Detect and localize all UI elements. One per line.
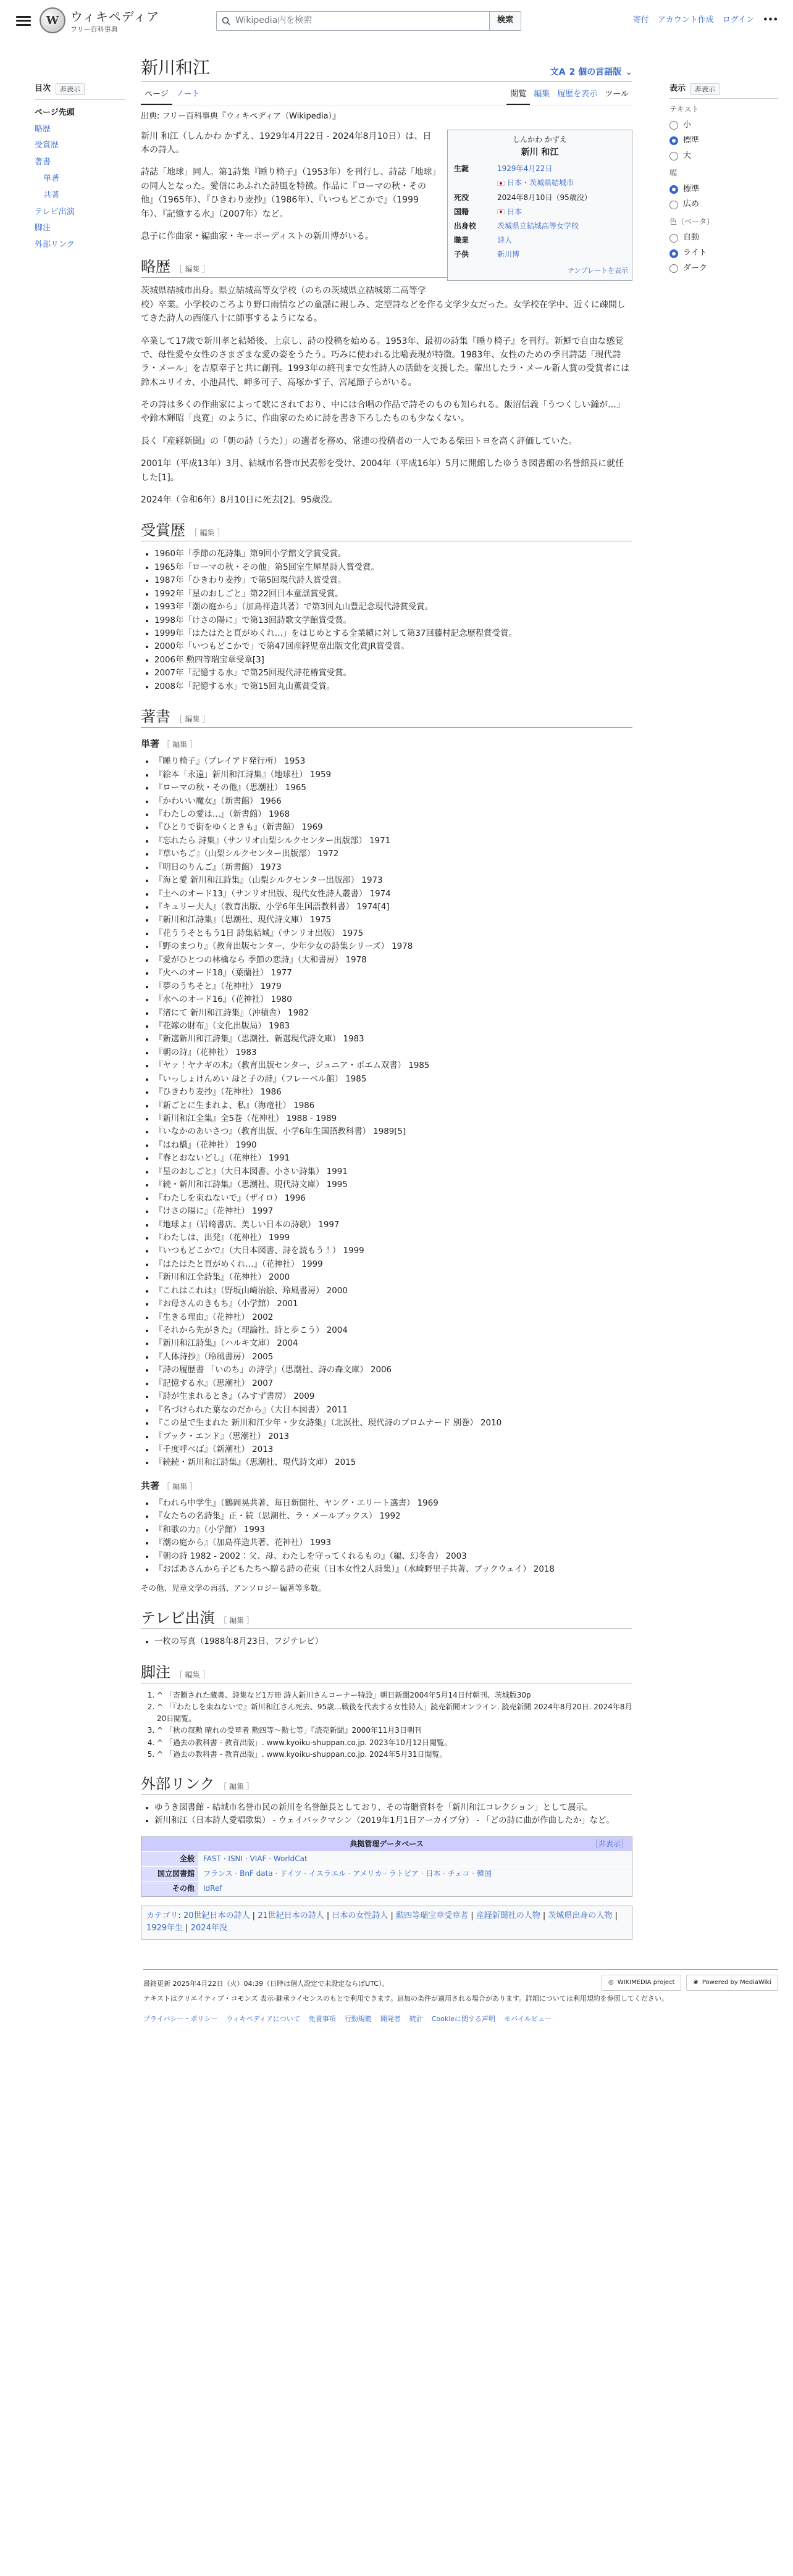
infobox-name: 新川 和江	[521, 147, 559, 157]
edit-section-link[interactable]: ［ 編集 ］	[175, 265, 210, 274]
tab-page[interactable]: ページ	[141, 86, 172, 105]
infobox-value-text: 詩人	[497, 236, 513, 245]
authority-hide-button[interactable]: ［非表示］	[590, 1839, 628, 1848]
toc-hide-button[interactable]: 非表示	[56, 83, 85, 96]
biography-paragraph: 卒業して17歳で新川孝と結婚後、上京し、詩の投稿を始める。1953年、最初の詩集『睡り椅子』を刊行。新鮮で自由な感覚で、母性愛や女性のさまざまな愛の姿をうたう。巧みに使われる比喩表現が特徴。1983年、女性のための季刊詩誌「現代詩ラ・メール」を吉原幸子と共に創刊。1993年の終刊まで女性詩人の活動を支援した。輩出したラ・メール新人賞の受賞者には鈴木ユリイカ、小池昌代、岬多可子、高塚かず子、宮尾節子らがいる。	[141, 336, 630, 388]
language-button[interactable]	[550, 65, 632, 79]
category-link[interactable]: 産経新聞社の人物	[476, 1911, 540, 1920]
footer-link[interactable]: 開発者	[380, 2015, 401, 2024]
search-placeholder: Wikipedia内を検索	[235, 15, 313, 26]
work-item[interactable]: • 『この星で生まれた 新川和江少年・少女詩集』（北溟社、現代詩のプロムナード 別巻） 2010	[154, 1417, 632, 1430]
appearance-option-label: 広め	[683, 199, 700, 209]
brand-subtitle: フリー百科事典	[70, 25, 118, 34]
co-work-item[interactable]: • 『われら中学生』（鶴岡晃共著、毎日新聞社、ヤング・エリート選書） 1969	[154, 1497, 632, 1510]
awards-list	[141, 548, 632, 693]
work-item[interactable]: • 『草いちご』（山梨シルクセンター出版部） 1972	[154, 848, 632, 861]
award-item[interactable]: • 1960年「季節の花詩集」第9回小学館文学賞受賞。	[154, 548, 632, 561]
wikimedia-badge[interactable]: ◎ WIKIMEDIA project	[602, 1975, 681, 1991]
user-tools	[633, 14, 778, 27]
wikipedia-globe-icon: W	[40, 7, 65, 33]
radio-icon	[669, 185, 678, 194]
flag-icon	[497, 209, 505, 214]
biography-body	[141, 284, 632, 507]
section-title: 略歴	[141, 258, 170, 276]
radio-icon	[669, 136, 678, 145]
appearance-option-label: 自動	[683, 233, 700, 243]
infobox-key: 子供	[454, 250, 469, 259]
section-title: 脚注	[141, 1663, 170, 1681]
co-work-item[interactable]: • 『朝の詩 1982 - 2002：父、母、わたしを守ってくれるもの』（編、幻冬舎） 2003	[154, 1550, 632, 1563]
work-item[interactable]: • 『はたはたと頁がめくれ…』（花神社） 1999	[154, 1258, 632, 1271]
infobox-row	[451, 191, 628, 205]
footer-link[interactable]: Cookieに関する声明	[431, 2015, 496, 2024]
work-item[interactable]: • 『土へのオード13』（サンリオ出版、現代女性詩人叢書） 1974	[154, 888, 632, 901]
last-modified-text: 最終更新 2025年4月22日（火）04:39（日時は個人設定で未設定ならばUTC）。	[143, 1980, 389, 1988]
subsection-title: 共著	[141, 1480, 160, 1491]
intro-paragraph: 詩誌「地球」同人。第1詩集『睡り椅子』（1953年）を刊行し、詩誌「地球」の同人となった。愛信にあふれた詩風を特徴。作品に『ローマの秋・その他』（1965年）、『ひきわり麦抄』（1986年）、『いつもどこかで』（1999年）、『記憶する水』（2007年）など。	[141, 167, 437, 219]
section-title: テレビ出演	[141, 1609, 215, 1627]
mediawiki-logo-icon: ❀	[693, 1979, 699, 1986]
biography-paragraph: 長く『産経新聞』の「朝の詩（うた）」の選者を務め、常連の投稿者の一人である柴田トヨを高く評価していた。	[141, 436, 577, 446]
infobox-value-text: 1929年4月22日	[497, 164, 553, 173]
login-link[interactable]: ログイン	[722, 15, 755, 25]
mediawiki-badge[interactable]: ❀ Powered by MediaWiki	[686, 1975, 778, 1991]
appearance-option[interactable]	[669, 119, 778, 132]
work-item[interactable]: • 『明日のりんご』（新書館） 1973	[154, 861, 632, 874]
toc-item[interactable]: 外部リンク	[35, 240, 75, 250]
note-item[interactable]: 1. ^ 「寄贈された蔵書、詩集など1万冊 詩人新川さんコーナー特設」朝日新聞2004年5月14日付朝刊、茨城版30p	[157, 1690, 632, 1701]
appearance-option[interactable]	[669, 198, 778, 211]
category-link[interactable]: 日本の女性詩人	[332, 1911, 388, 1920]
work-item[interactable]: • 『かわいい魔女』（新書館） 1966	[154, 795, 632, 808]
award-item[interactable]: • 1993年「潮の庭から」（加島祥造共著）で第3回丸山豊記念現代詩賞受賞。	[154, 601, 632, 614]
appearance-option[interactable]	[669, 150, 778, 163]
co-work-item[interactable]: • 『潮の庭から』（加島祥造共著、花神社） 1993	[154, 1536, 632, 1549]
authority-row	[141, 1851, 632, 1866]
external-link-item[interactable]: • ゆうき図書館 - 結城市名誉市民の新川を名誉館長としており、その寄贈資料を「新川和江コレクション」として展示。	[154, 1801, 632, 1814]
note-item[interactable]: 4. ^ 「過去の教科書 - 教育出版」. www.kyoiku-shuppan.co.jp. 2023年10月12日閲覧。	[157, 1737, 632, 1749]
flag-icon	[497, 181, 505, 186]
appearance-option-label: 小	[683, 120, 692, 130]
edit-section-link[interactable]: ［ 編集 ］	[162, 1482, 197, 1491]
radio-icon	[669, 152, 678, 160]
note-item[interactable]: 2. ^ 「『わたしを束ねないで』新川和江さん死去、95歳…戦後を代表する女性詩人」読売新聞オンライン. 読売新聞 2024年8月20日. 2024年8月20日閲覧。	[157, 1701, 632, 1725]
award-item[interactable]: • 1998年「けさの陽に」で第13回詩歌文学館賞受賞。	[154, 614, 632, 627]
appearance-option[interactable]	[669, 135, 778, 148]
from-line: 出典: フリー百科事典『ウィキペディア（Wikipedia）』	[141, 111, 341, 121]
tab-edit[interactable]: 編集	[534, 90, 550, 99]
appearance-option[interactable]	[669, 247, 778, 260]
work-item[interactable]: • 『いっしょけんめい 母と子の詩』（フレーベル館） 1985	[154, 1073, 632, 1086]
work-item[interactable]: • 『朝の詩』（花神社） 1983	[154, 1046, 632, 1059]
appearance-option-label: 標準	[683, 184, 700, 194]
work-item[interactable]: • 『詩の履歴書 「いのち」の詩学』（思潮社、詩の森文庫） 2006	[154, 1364, 632, 1377]
work-item[interactable]: • 『新ごとに生まれよ、私』（海竜社） 1986	[154, 1099, 632, 1112]
work-item[interactable]: • 『星のおしごと』（大日本図書、小さい詩集） 1991	[154, 1165, 632, 1178]
site-logo[interactable]	[40, 7, 200, 34]
work-item[interactable]: • 『花ううそともう1日 詩集結城』（サンリオ出版） 1975	[154, 927, 632, 940]
infobox-row	[451, 162, 628, 176]
work-item[interactable]: • 『ひとりで街をゆくときも』（新書館） 1969	[154, 821, 632, 834]
appearance-option-label: ライト	[683, 248, 707, 258]
section-heading-works	[141, 704, 632, 728]
work-item[interactable]: • 『新川和江詩集』（思潮社、現代詩文庫） 1975	[154, 914, 632, 927]
footer-link[interactable]: 免責事項	[308, 2015, 336, 2024]
infobox-kana: しんかわ かずえ	[513, 135, 567, 144]
infobox-value[interactable]	[495, 205, 628, 219]
more-options-icon[interactable]: •••	[763, 15, 778, 25]
subsection-heading-co	[141, 1478, 632, 1493]
award-item[interactable]: • 2007年「記憶する水」で第25回現代詩花椿賞受賞。	[154, 667, 632, 680]
edit-section-link[interactable]: ［ 編集 ］	[219, 1616, 254, 1625]
toc-item[interactable]: 共著	[43, 190, 60, 200]
authority-row	[141, 1866, 632, 1881]
infobox-value	[495, 191, 628, 205]
search-form	[216, 11, 521, 31]
appearance-group-label: 幅	[669, 169, 678, 178]
work-item[interactable]: • 『はね橋』（花神社） 1990	[154, 1139, 632, 1152]
subsection-title: 単著	[141, 738, 160, 750]
section-title: 著書	[141, 708, 170, 726]
authority-value[interactable]: フランス · BnF data · ドイツ · イスラエル · アメリカ · ラトビア · 日本 · チェコ · 韓国	[198, 1867, 632, 1881]
footer-link[interactable]: モバイルビュー	[504, 2015, 552, 2024]
infobox	[447, 130, 632, 281]
work-item[interactable]: • 『愛がひとつの林檎なら 季節の恋詩』（大和書房） 1978	[154, 954, 632, 967]
infobox-row	[451, 176, 628, 190]
work-item[interactable]: • 『わたしの愛は…』（新書館） 1968	[154, 808, 632, 821]
work-item[interactable]: • 『名づけられた葉なのだから』（大日本図書） 2011	[154, 1404, 632, 1417]
appearance-panel	[655, 54, 778, 1952]
search-icon	[222, 17, 230, 25]
appearance-title: 表示	[669, 84, 686, 93]
translate-icon: 文A	[550, 67, 566, 77]
work-item[interactable]: • 『新選新川和江詩集』（思潮社、新選現代詩文庫） 1983	[154, 1033, 632, 1046]
biography-paragraph: 2024年（令和6年）8月10日に死去[2]。95歳没。	[141, 495, 338, 506]
co-work-item[interactable]: • 『和歌の力』（小学館） 1993	[154, 1524, 632, 1536]
radio-icon	[669, 264, 678, 273]
section-heading-tv	[141, 1606, 632, 1629]
work-item[interactable]: • 『渚にて 新川和江詩集』（沖積舎） 1982	[154, 1007, 632, 1020]
appearance-option-label: 大	[683, 151, 692, 160]
work-item[interactable]: • 『記憶する水』（思潮社） 2007	[154, 1377, 632, 1390]
work-item[interactable]: • 『いつもどこかで』（大日本図書、詩を読もう！） 1999	[154, 1244, 632, 1257]
search-button[interactable]: 検索	[490, 11, 521, 31]
edit-section-link[interactable]: ［ 編集 ］	[219, 1782, 254, 1791]
brand-title: ウィキペディア	[70, 9, 160, 25]
award-item[interactable]: • 1999年「はたはたと頁がめくれ…」をはじめとする全業績に対して第37回藤村記念歴程賞受賞。	[154, 627, 632, 640]
infobox-key: 出身校	[454, 221, 477, 230]
edit-section-link[interactable]: ［ 編集 ］	[175, 715, 210, 724]
work-item[interactable]: • 『人体詩抄』（玲風書房） 2005	[154, 1351, 632, 1364]
work-item[interactable]: • 『火へのオード18』（葉蘭社） 1977	[154, 967, 632, 980]
template-link[interactable]: テンプレートを表示	[567, 267, 628, 275]
authority-title: 典拠管理データベース	[350, 1839, 424, 1848]
donate-link[interactable]: 寄付	[632, 15, 649, 25]
work-item[interactable]: • 『わたしは、出発』（花神社） 1999	[154, 1232, 632, 1244]
work-item[interactable]: • 『ローマの秋・その他』（思潮社） 1965	[154, 782, 632, 794]
work-item[interactable]: • 『ひきわり麦抄』（花神社） 1986	[154, 1086, 632, 1099]
work-item[interactable]: • 『続・新川和江詩集』（思潮社、現代詩文庫） 1995	[154, 1178, 632, 1191]
work-item[interactable]: • 『野のまつり』（教育出版センター、少年少女の詩集シリーズ） 1978	[154, 940, 632, 953]
work-item[interactable]: • 『キュリー夫人』（教育出版、小学6年生国語教科書） 1974[4]	[154, 901, 632, 914]
radio-icon	[669, 201, 678, 209]
work-item[interactable]: • 『ブック・エンド』（思潮社） 2013	[154, 1430, 632, 1443]
work-item[interactable]: • 『千度呼べば』（新潮社） 2013	[154, 1443, 632, 1456]
toc-title: 目次	[35, 84, 51, 93]
external-link-item[interactable]: • 新川和江（日本詩人愛唱歌集） - ウェイバックマシン（2019年1月1日アーカイブ分） - 「どの詩に曲が作曲したか」など。	[154, 1814, 632, 1827]
authority-control	[141, 1836, 632, 1897]
category-link[interactable]: 20世紀日本の詩人	[183, 1911, 250, 1920]
biography-paragraph: 2001年（平成13年）3月、結城市名誉市民表彰を受け、2004年（平成16年）5月に開館したゆうき図書館の名誉館長に就任した[1]。	[141, 459, 624, 483]
work-item[interactable]: • 『睡り椅子』（プレイアド発行所） 1953	[154, 755, 632, 768]
work-item[interactable]: • 『海と愛 新川和江詩集』（山梨シルクセンター出版部） 1973	[154, 874, 632, 887]
toc-item[interactable]: 受賞歴	[35, 141, 59, 151]
work-item[interactable]: • 『それから先がきた』（理論社、詩と歩こう） 2004	[154, 1324, 632, 1337]
infobox-value[interactable]	[495, 219, 628, 233]
authority-key: 全般	[141, 1852, 198, 1866]
infobox-value[interactable]	[495, 162, 628, 176]
category-link[interactable]: 勲四等瑞宝章受章者	[396, 1911, 469, 1920]
tab-talk[interactable]: ノート	[175, 90, 200, 99]
infobox-key: 国籍	[454, 207, 469, 216]
co-works-list	[141, 1497, 632, 1577]
tab-tools[interactable]: ツール	[605, 90, 629, 99]
authority-key: 国立図書館	[141, 1867, 198, 1881]
authority-value[interactable]: IdRef	[198, 1882, 632, 1896]
section-heading-notes	[141, 1660, 632, 1683]
infobox-row	[451, 219, 628, 233]
work-item[interactable]: • 『けさの陽に』（花神社） 1997	[154, 1205, 632, 1218]
award-item[interactable]: • 1992年「星のおしごと」第22回日本童謡賞受賞。	[154, 588, 632, 601]
work-item[interactable]: • 『ヤァ！ヤナギの木』（教育出版センター、ジュニア・ポエム双書） 1985	[154, 1059, 632, 1072]
authority-key: その他	[141, 1882, 198, 1896]
co-work-item[interactable]: • 『女たちの名詩集』正・続（思潮社、ラ・メールブックス） 1992	[154, 1510, 632, 1523]
wikimedia-logo-icon: ◎	[608, 1979, 614, 1986]
subsection-heading-single	[141, 736, 632, 751]
note-item[interactable]: 3. ^ 「秋の叙勲 晴れの受章者 勲四等～勲七等」『読売新聞』2000年11月3日朝刊	[157, 1725, 632, 1736]
work-item[interactable]: • 『新川和江全詩集』（花神社） 2000	[154, 1271, 632, 1284]
tv-item[interactable]: • 一枚の写真（1988年8月23日、フジテレビ）	[154, 1635, 632, 1648]
appearance-option-label: ダーク	[683, 263, 708, 273]
work-item[interactable]: • 『生きる理由』（花神社） 2002	[154, 1311, 632, 1324]
infobox-value[interactable]	[495, 248, 628, 262]
tv-list	[141, 1635, 632, 1648]
other-works-note: その他、児童文学の再話、アンソロジー編著等多数。	[141, 1583, 326, 1593]
infobox-value-text: 茨城県立結城高等女学校	[497, 221, 579, 230]
work-item[interactable]: • 『これはこれは』（野坂山崎治絵、玲風書房） 2000	[154, 1285, 632, 1298]
category-link[interactable]: 1929年生	[146, 1924, 183, 1933]
infobox-row	[451, 233, 628, 248]
intro-paragraph: 息子に作曲家・編曲家・キーボーディストの新川博がいる。	[141, 231, 374, 241]
footer	[143, 1969, 778, 2062]
chevron-down-icon: ⌄	[625, 67, 632, 77]
work-item[interactable]: • 『花嫁の財布』（文化出版局） 1983	[154, 1020, 632, 1033]
single-works-list	[141, 755, 632, 1470]
section-title: 受賞歴	[141, 522, 185, 540]
toc-item[interactable]: テレビ出演	[35, 207, 75, 217]
work-item[interactable]: • 『わたしを束ねないで』（ザイロ） 1996	[154, 1192, 632, 1205]
biography-paragraph: その詩は多くの作曲家によって歌にされており、中には合唱の作品で詩そのものも知られる。飯沼信義「うつくしい鐘が…」や鈴木輝昭「良寛」のように、作曲家のために詩を書き下ろしたものも少なくない。	[141, 400, 625, 424]
toc-item[interactable]: 単著	[43, 173, 60, 183]
license-text: テキストはクリエイティブ・コモンズ 表示-継承ライセンスのもとで利用できます。追加の条件が適用される場合があります。詳細については利用規約を参照してください。	[143, 1994, 668, 2003]
infobox-key: 生誕	[454, 164, 469, 173]
toc-item[interactable]: 脚注	[35, 223, 51, 233]
tab-read[interactable]: 閲覧	[506, 86, 530, 105]
appearance-group-label: 色（ベータ）	[669, 217, 715, 227]
infobox-key: 職業	[454, 236, 469, 245]
authority-value[interactable]: FAST · ISNI · VIAF · WorldCat	[198, 1852, 632, 1866]
page-tabs	[141, 86, 632, 106]
infobox-value-text: 日本・茨城県結城市	[507, 178, 574, 188]
appearance-group-label: テキスト	[669, 104, 699, 114]
notes-list	[141, 1690, 632, 1761]
award-item[interactable]: • 2008年「記憶する水」で第15回丸山薫賞受賞。	[154, 680, 632, 693]
edit-section-link[interactable]: ［ 編集 ］	[175, 1670, 210, 1679]
toc-sidebar	[15, 54, 126, 1952]
award-item[interactable]: • 1965年「ローマの秋・その他」第5回室生犀星詩人賞受賞。	[154, 561, 632, 574]
section-title: 外部リンク	[141, 1775, 215, 1793]
edit-section-link[interactable]: ［ 編集 ］	[162, 740, 197, 749]
tab-history[interactable]: 履歴を表示	[557, 90, 598, 99]
search-input[interactable]	[216, 11, 490, 31]
toc-item[interactable]: 略歴	[35, 124, 51, 134]
page-title: 新川和江	[141, 57, 211, 78]
award-item[interactable]: • 2006年 勲四等瑞宝章受章[3]	[154, 654, 632, 667]
radio-icon	[669, 121, 678, 130]
infobox-value[interactable]	[495, 233, 628, 248]
infobox-row	[451, 248, 628, 262]
work-item[interactable]: • 『続続・新川和江詩集』（思潮社、現代詩文庫） 2015	[154, 1456, 632, 1469]
main-content	[126, 54, 632, 1952]
footer-link[interactable]: 統計	[409, 2015, 423, 2024]
category-link[interactable]: 21世紀日本の詩人	[258, 1911, 324, 1920]
work-item[interactable]: • 『詩が生まれるとき』（みすず書房） 2009	[154, 1390, 632, 1403]
radio-icon	[669, 234, 678, 243]
section-heading-links	[141, 1772, 632, 1795]
intro-paragraph: 新川 和江（しんかわ かずえ、1929年4月22日 - 2024年8月10日）は、日本の詩人。	[141, 131, 432, 155]
infobox-key: 死没	[454, 193, 469, 202]
categories-label[interactable]: カテゴリ	[146, 1911, 178, 1920]
appearance-hide-button[interactable]: 非表示	[690, 83, 720, 96]
work-item[interactable]: • 『お母さんのきもち』（小学館） 2001	[154, 1298, 632, 1311]
toc-item[interactable]: 著書	[35, 157, 51, 167]
biography-paragraph: 茨城県結城市出身。県立結城高等女学校（のちの茨城県立結城第二高等学校）卒業。小学校のころより野口雨情などの童謡に親しみ、定型詩などを作る文学少女だった。女学校在学中、近くに疎開してきた詩人の西條八十に師事するようになる。	[141, 286, 626, 324]
create-account-link[interactable]: アカウント作成	[657, 15, 714, 25]
footer-link[interactable]: ウィキペディアについて	[226, 2015, 300, 2024]
work-item[interactable]: • 『絵本「永遠」新川和江詩集』（地球社） 1959	[154, 769, 632, 782]
award-item[interactable]: • 1987年「ひきわり麦抄」で第5回現代詩人賞受賞。	[154, 574, 632, 587]
radio-icon	[669, 249, 678, 258]
footer-link[interactable]: プライバシー・ポリシー	[143, 2015, 218, 2024]
appearance-option[interactable]	[669, 183, 778, 196]
top-bar	[0, 0, 793, 42]
infobox-row	[451, 205, 628, 219]
work-item[interactable]: • 『新川和江詩集』（ハルキ文庫） 2004	[154, 1337, 632, 1350]
edit-section-link[interactable]: ［ 編集 ］	[190, 528, 225, 538]
appearance-option-label: 標準	[683, 135, 700, 145]
work-item[interactable]: • 『地球よ』（岩崎書店、美しい日本の詩歌） 1997	[154, 1219, 632, 1232]
language-count: 2 個の言語版	[569, 67, 622, 77]
infobox-value-text: 日本	[507, 207, 522, 216]
award-item[interactable]: • 2000年「いつもどこかで」で第47回産経児童出版文化賞JR賞受賞。	[154, 640, 632, 653]
toc-item[interactable]: ページ先頭	[35, 107, 75, 117]
infobox-key	[451, 176, 495, 190]
infobox-value-text: 新川博	[497, 250, 520, 259]
category-link[interactable]: 茨城県出身の人物	[548, 1911, 613, 1920]
co-work-item[interactable]: • 『おばあさんから子どもたちへ贈る詩の花束（日本女性2人詩集）』（水崎野里子共著、ブックウェイ） 2018	[154, 1563, 632, 1576]
work-item[interactable]: • 『水へのオード16』（花神社） 1980	[154, 993, 632, 1006]
category-box: カテゴリ: 20世紀日本の詩人 | 21世紀日本の詩人 | 日本の女性詩人 | 勲四等瑞宝章受章者 | 産経新聞社の人物 | 茨城県出身の人物 | 1929年生 | 2024年没	[141, 1906, 632, 1940]
appearance-option[interactable]	[669, 231, 778, 244]
category-link[interactable]: 2024年没	[190, 1924, 227, 1933]
work-item[interactable]: • 『夢のうちそと』（花神社） 1979	[154, 980, 632, 993]
menu-icon[interactable]	[15, 14, 32, 28]
toc-list	[35, 105, 126, 254]
infobox-value[interactable]	[495, 176, 628, 190]
external-links-list	[141, 1801, 632, 1828]
work-item[interactable]: • 『いなかのあいさつ』（教育出版、小学6年生国語教科書） 1989[5]	[154, 1125, 632, 1138]
section-heading-awards	[141, 518, 632, 541]
note-item[interactable]: 5. ^ 「過去の教科書 - 教育出版」. www.kyoiku-shuppan.co.jp. 2024年5月31日閲覧。	[157, 1749, 632, 1761]
work-item[interactable]: • 『春とおないどし』（花神社） 1991	[154, 1152, 632, 1165]
authority-row	[141, 1881, 632, 1896]
work-item[interactable]: • 『新川和江全集』全5巻（花神社） 1988 - 1989	[154, 1112, 632, 1125]
appearance-option[interactable]	[669, 262, 778, 275]
infobox-value-text: 2024年8月10日（95歳没）	[497, 193, 592, 202]
footer-link[interactable]: 行動規範	[344, 2015, 372, 2024]
work-item[interactable]: • 『忘れたら 詩集』（サンリオ山梨シルクセンター出版部） 1971	[154, 835, 632, 848]
